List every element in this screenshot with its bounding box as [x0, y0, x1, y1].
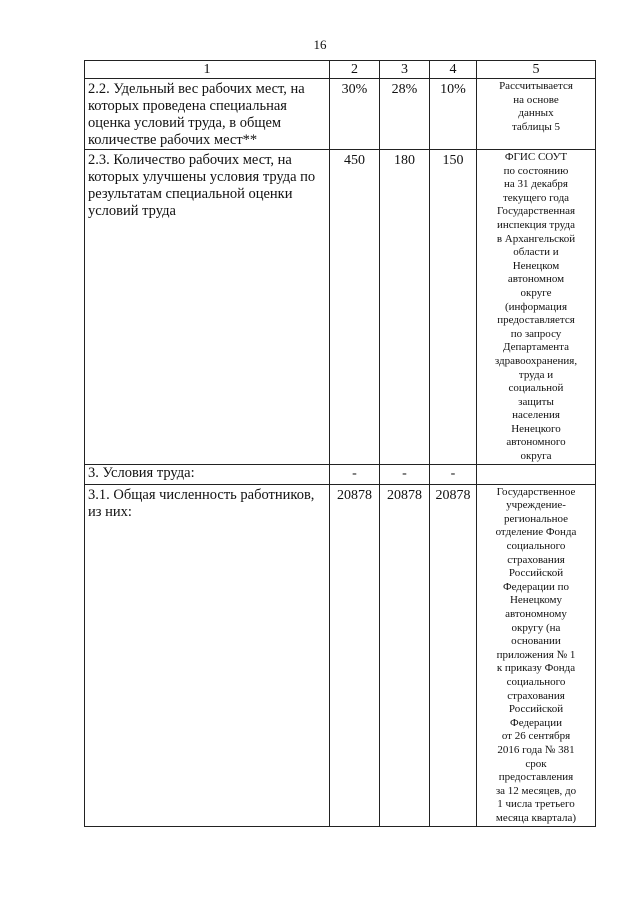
value-col-2: 20878	[330, 484, 380, 826]
indicator-name: 2.2. Удельный вес рабочих мест, на которых проведена специальная оценка условий труда, в общем количестве рабочих мест**	[85, 79, 330, 150]
value-col-2: 450	[330, 150, 380, 465]
data-source: Рассчитывается на основе данных таблицы 5	[477, 79, 596, 150]
table-row	[85, 484, 596, 826]
column-header-2: 2	[330, 61, 380, 79]
value-col-3: -	[380, 464, 430, 484]
value-col-3: 28%	[380, 79, 430, 150]
value-col-3: 20878	[380, 484, 430, 826]
header-row	[85, 61, 596, 79]
value-col-3: 180	[380, 150, 430, 465]
column-header-3: 3	[380, 61, 430, 79]
indicators-table	[84, 60, 596, 827]
column-header-5: 5	[477, 61, 596, 79]
table-row	[85, 464, 596, 484]
page-number: 16	[313, 37, 327, 52]
indicator-name: 3.1. Общая численность работников, из них:	[85, 484, 330, 826]
value-col-4: 10%	[430, 79, 477, 150]
value-col-4: 20878	[430, 484, 477, 826]
data-source: ФГИС СОУТ по состоянию на 31 декабря текущего года Государственная инспекция труда в Архангельской области и Ненецком автономном округе (информация предоставляется по запросу Департамента здравоохранения, труда и социальной защиты населения Ненецкого автономного округа	[477, 150, 596, 465]
value-col-2: 30%	[330, 79, 380, 150]
table-row	[85, 79, 596, 150]
data-source	[477, 464, 596, 484]
table-row	[85, 150, 596, 465]
indicator-name: 2.3. Количество рабочих мест, на которых улучшены условия труда по результатам специальной оценки условий труда	[85, 150, 330, 465]
data-source: Государственное учреждение- региональное отделение Фонда социального страхования Российской Федерации по Ненецкому автономному округу (на основании приложения № 1 к приказу Фонда социального страхования Российской Федерации от 26 сентября 2016 года № 381 срок предоставления за 12 месяцев, до 1 числа третьего месяца квартала)	[477, 484, 596, 826]
column-header-4: 4	[430, 61, 477, 79]
value-col-4: 150	[430, 150, 477, 465]
column-header-1: 1	[85, 61, 330, 79]
value-col-2: -	[330, 464, 380, 484]
indicator-name: 3. Условия труда:	[85, 464, 330, 484]
value-col-4: -	[430, 464, 477, 484]
